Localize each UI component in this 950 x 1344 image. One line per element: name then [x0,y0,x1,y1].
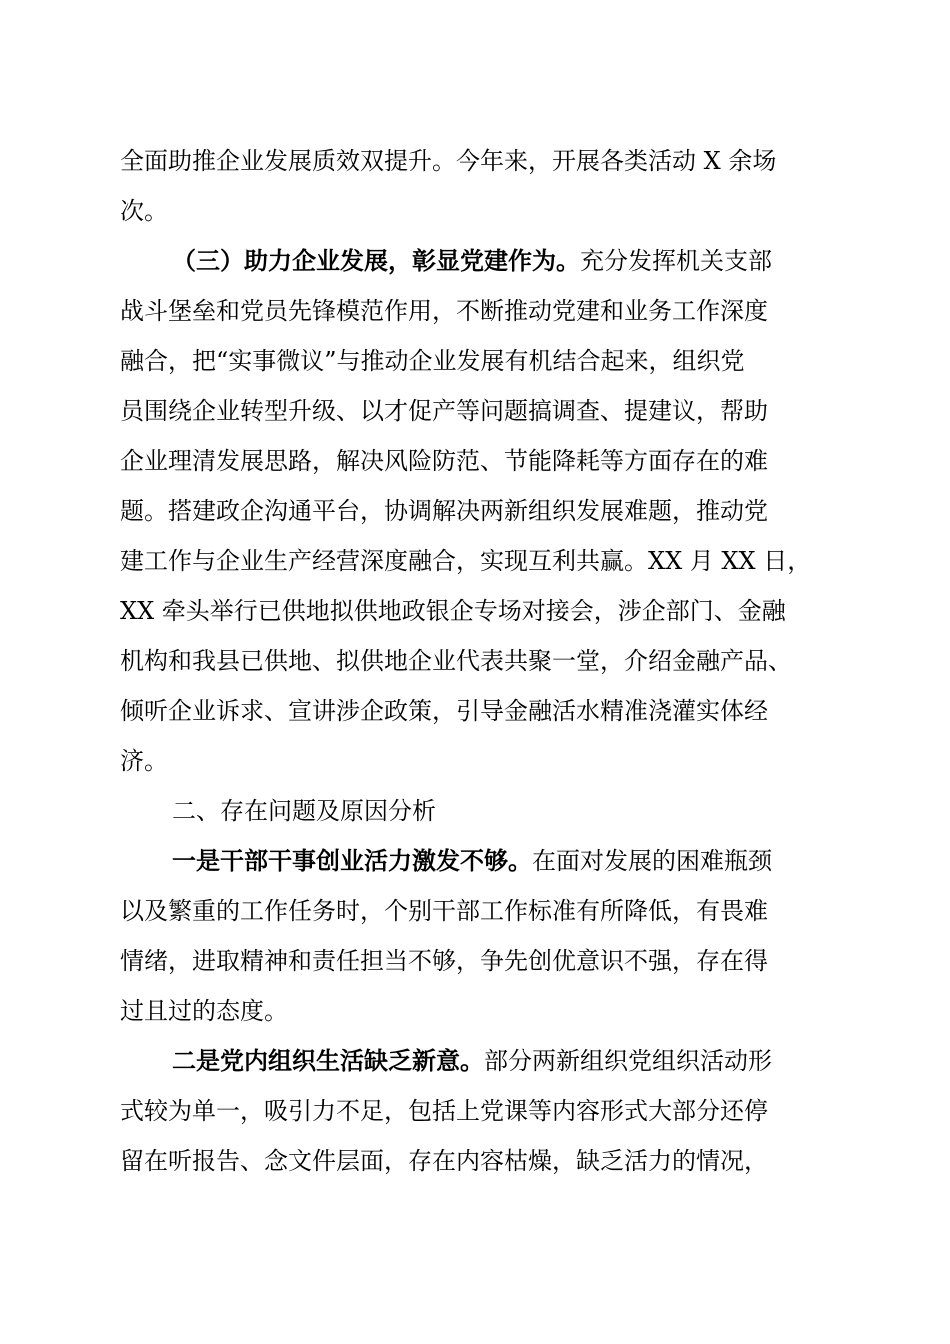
paragraph-4 [120,1036,830,1186]
text-line: 全面助推企业发展质效双提升。今年来，开展各类活动 X 余场 [120,147,777,175]
text-span: 充分发挥机关支部 [580,247,772,275]
text-line: 融合，把“实事微议”与推动企业发展有机结合起来，组织党 [120,347,745,375]
document-body [120,136,830,1186]
text-line: 次。 [120,197,168,225]
section-heading-text: 二、存在问题及原因分析 [172,797,436,825]
text-span: 部分两新组织党组织活动形 [484,1047,772,1075]
paragraph-lead-heading: 二是党内组织生活缺乏新意。 [172,1047,484,1075]
text-line: 战斗堡垒和党员先锋模范作用，不断推动党建和业务工作深度 [120,297,768,325]
paragraph-3 [120,836,830,1036]
text-line: 建工作与企业生产经营深度融合，实现互利共赢。XX 月 XX 日， [120,547,812,575]
text-line: 倾听企业诉求、宣讲涉企政策，引导金融活水精准浇灌实体经 [120,697,768,725]
text-line: 情绪，进取精神和责任担当不够，争先创优意识不强，存在得 [120,947,768,975]
text-line: 机构和我县已供地、拟供地企业代表共聚一堂，介绍金融产品、 [120,647,792,675]
paragraph-1 [120,136,830,236]
text-line-first [120,836,830,886]
text-line-first [120,236,830,286]
text-line: 过且过的态度。 [120,997,288,1025]
paragraph-lead-heading: （三）助力企业发展，彰显党建作为。 [172,247,580,275]
text-line: 题。搭建政企沟通平台，协调解决两新组织发展难题，推动党 [120,497,768,525]
text-line: 以及繁重的工作任务时，个别干部工作标准有所降低，有畏难 [120,897,768,925]
text-line: 留在听报告、念文件层面，存在内容枯燥，缺乏活力的情况， [120,1147,768,1175]
paragraph-lead-heading: 一是干部干事创业活力激发不够。 [172,847,532,875]
text-line: 员围绕企业转型升级、以才促产等问题搞调查、提建议，帮助 [120,397,768,425]
text-line: 企业理清发展思路，解决风险防范、节能降耗等方面存在的难 [120,447,768,475]
section-heading [120,786,830,836]
paragraph-2 [120,236,830,786]
text-line: 济。 [120,747,168,775]
text-line: XX 牵头举行已供地拟供地政银企专场对接会，涉企部门、金融 [120,597,786,625]
text-span: 在面对发展的困难瓶颈 [532,847,772,875]
text-line: 式较为单一，吸引力不足，包括上党课等内容形式大部分还停 [120,1097,768,1125]
text-line-first [120,1036,830,1086]
